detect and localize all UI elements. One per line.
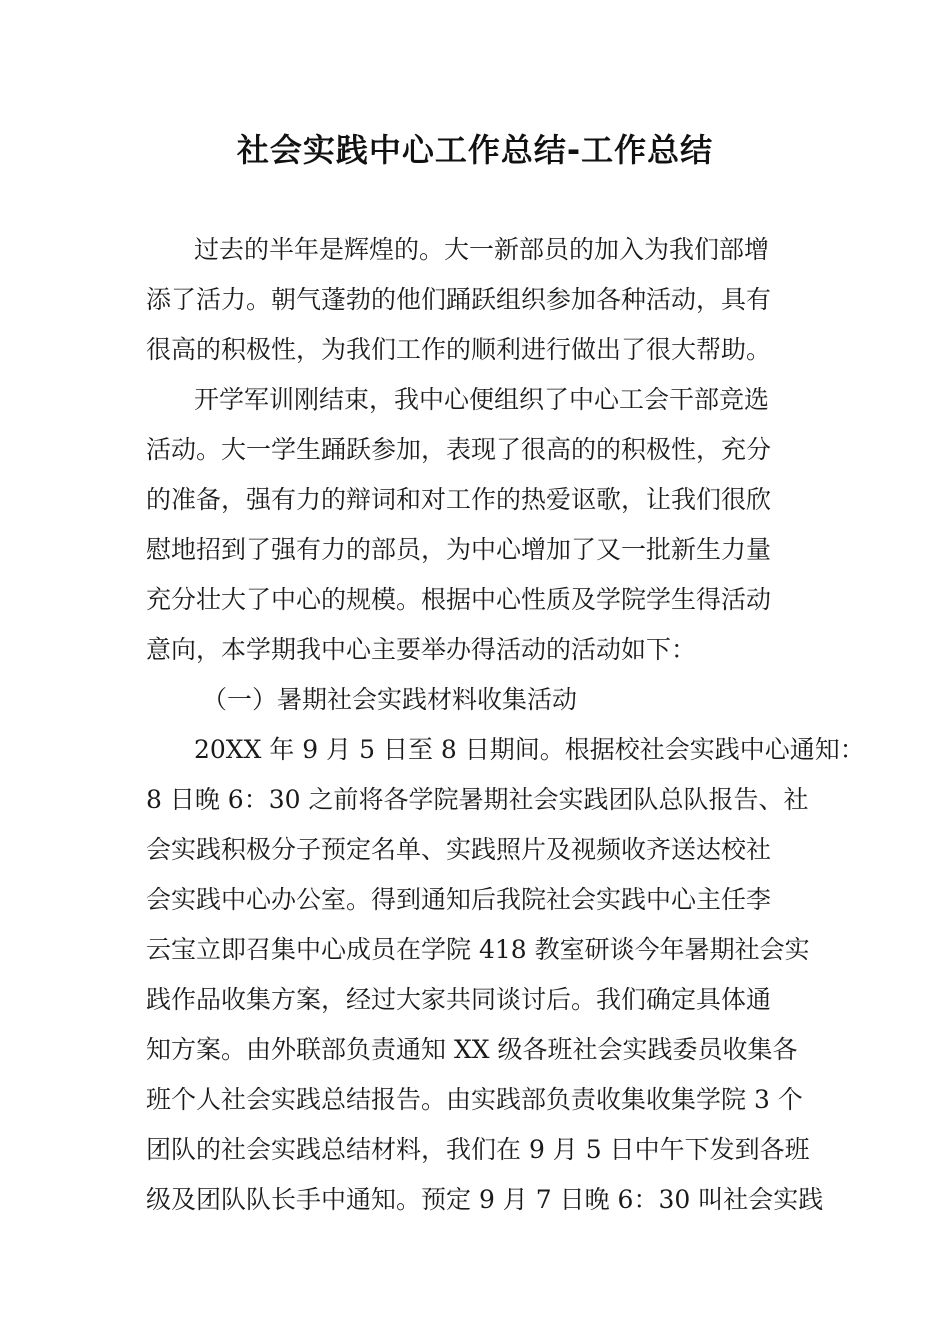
paragraph-line: 活动。大一学生踊跃参加，表现了很高的的积极性，充分 [146,435,772,464]
paragraph-line: 很高的积极性，为我们工作的顺利进行做出了很大帮助。 [146,335,772,364]
paragraph-line: 过去的半年是辉煌的。大一新部员的加入为我们部增 [194,235,770,264]
paragraph-line: 知方案。由外联部负责通知 XX 级各班社会实践委员收集各 [146,1035,798,1064]
paragraph-line: 8 日晚 6：30 之前将各学院暑期社会实践团队总队报告、社 [146,785,809,814]
paragraph-line: 20XX 年 9 月 5 日至 8 日期间。根据校社会实践中心通知： [194,735,865,764]
document-title: 社会实践中心工作总结-工作总结 [236,131,714,169]
document-body [146,225,865,1225]
paragraph-line: 班个人社会实践总结报告。由实践部负责收集收集学院 3 个 [146,1085,803,1114]
paragraph-line: 团队的社会实践总结材料，我们在 9 月 5 日中午下发到各班 [146,1135,810,1164]
paragraph-line: 开学军训刚结束，我中心便组织了中心工会干部竞选 [194,385,770,414]
paragraph-line: 意向，本学期我中心主要举办得活动的活动如下： [146,635,697,664]
paragraph-line: 充分壮大了中心的规模。根据中心性质及学院学生得活动 [146,585,772,614]
paragraph-line: 的准备，强有力的辩词和对工作的热爱讴歌，让我们很欣 [146,485,772,514]
section-heading: （一）暑期社会实践材料收集活动 [202,685,578,714]
paragraph-line: 会实践积极分子预定名单、实践照片及视频收齐送达校社 [146,835,772,864]
paragraph-line: 级及团队队长手中通知。预定 9 月 7 日晚 6：30 叫社会实践 [146,1185,824,1214]
paragraph-line: 会实践中心办公室。得到通知后我院社会实践中心主任李 [146,885,772,914]
paragraph-line: 云宝立即召集中心成员在学院 418 教室研谈今年暑期社会实 [146,935,810,964]
paragraph-line: 慰地招到了强有力的部员，为中心增加了又一批新生力量 [146,535,772,564]
paragraph-line: 践作品收集方案，经过大家共同谈讨后。我们确定具体通 [146,985,772,1014]
paragraph-line: 添了活力。朝气蓬勃的他们踊跃组织参加各种活动，具有 [146,285,772,314]
